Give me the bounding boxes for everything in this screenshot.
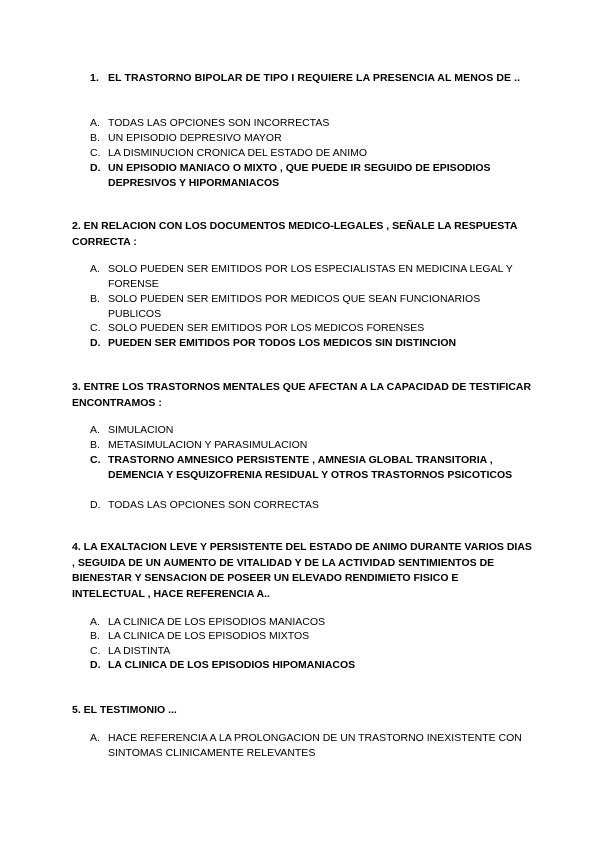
option-text: TRASTORNO AMNESICO PERSISTENTE , AMNESIA GLOBAL TRANSITORIA , DEMENCIA Y ESQUIZOFRENIA RESIDUAL Y OTROS TRASTORNOS PSICOTICOS [108,454,513,481]
option-letter: C. [90,454,101,466]
option-letter: B. [90,630,100,642]
option-letter: B. [90,132,100,144]
option-text: METASIMULACION Y PARASIMULACION [108,439,308,451]
option-letter: A. [90,616,100,628]
option-letter: C. [90,645,101,657]
option-letter: D. [90,337,101,349]
option-text: PUEDEN SER EMITIDOS POR TODOS LOS MEDICOS SIN DISTINCION [108,337,457,349]
option-letter: B. [90,439,100,451]
option-text: LA DISMINUCION CRONICA DEL ESTADO DE ANIMO [108,147,368,159]
question-4-heading: 4. LA EXALTACION LEVE Y PERSISTENTE DEL ESTADO DE ANIMO DURANTE VARIOS DIAS , SEGUIDA DE UN AUMENTO DE VITALIDAD Y DE LA ACTIVIDAD SENTIMIENTOS DE BIENESTAR Y SENSACION DE POSEER UN ELEVADO RENDIMIETO FISICO E INTELECTUAL , HACE REFERENCIA A.. [72,541,532,600]
option-letter: A. [90,117,100,129]
option-text: SIMULACION [108,424,174,436]
option-text: SOLO PUEDEN SER EMITIDOS POR LOS MEDICOS FORENSES [108,322,425,334]
option-letter: C. [90,322,101,334]
option-letter: A. [90,732,100,744]
option-text: LA DISTINTA [108,645,171,657]
question-number: 1. [90,72,99,84]
option-text: LA CLINICA DE LOS EPISODIOS HIPOMANIACOS [108,659,356,671]
option-letter: B. [90,293,100,305]
option-letter: D. [90,499,101,511]
question-text: EL TRASTORNO BIPOLAR DE TIPO I REQUIERE LA PRESENCIA AL MENOS DE .. [108,72,521,84]
option-text: HACE REFERENCIA A LA PROLONGACION DE UN TRASTORNO INEXISTENTE CON SINTOMAS CLINICAMENTE RELEVANTES [108,732,522,759]
option-text: TODAS LAS OPCIONES SON CORRECTAS [108,499,319,511]
option-text: TODAS LAS OPCIONES SON INCORRECTAS [108,117,330,129]
option-text: UN EPISODIO MANIACO O MIXTO , QUE PUEDE IR SEGUIDO DE EPISODIOS DEPRESIVOS Y HIPORMANIACOS [108,162,491,189]
question-2-heading: 2. EN RELACION CON LOS DOCUMENTOS MEDICO-LEGALES , SEÑALE LA RESPUESTA CORRECTA : [72,220,518,248]
option-text: SOLO PUEDEN SER EMITIDOS POR LOS ESPECIALISTAS EN MEDICINA LEGAL Y FORENSE [108,263,513,290]
option-letter: C. [90,147,101,159]
question-3-heading: 3. ENTRE LOS TRASTORNOS MENTALES QUE AFECTAN A LA CAPACIDAD DE TESTIFICAR ENCONTRAMOS : [72,381,532,409]
option-text: LA CLINICA DE LOS EPISODIOS MIXTOS [108,630,310,642]
option-letter: D. [90,659,101,671]
option-letter: A. [90,424,100,436]
option-text: UN EPISODIO DEPRESIVO MAYOR [108,132,282,144]
option-letter: A. [90,263,100,275]
option-text: LA CLINICA DE LOS EPISODIOS MANIACOS [108,616,326,628]
option-letter: D. [90,162,101,174]
question-5-heading: 5. EL TESTIMONIO ... [72,704,177,716]
option-text: SOLO PUEDEN SER EMITIDOS POR MEDICOS QUE SEAN FUNCIONARIOS PUBLICOS [108,293,481,320]
